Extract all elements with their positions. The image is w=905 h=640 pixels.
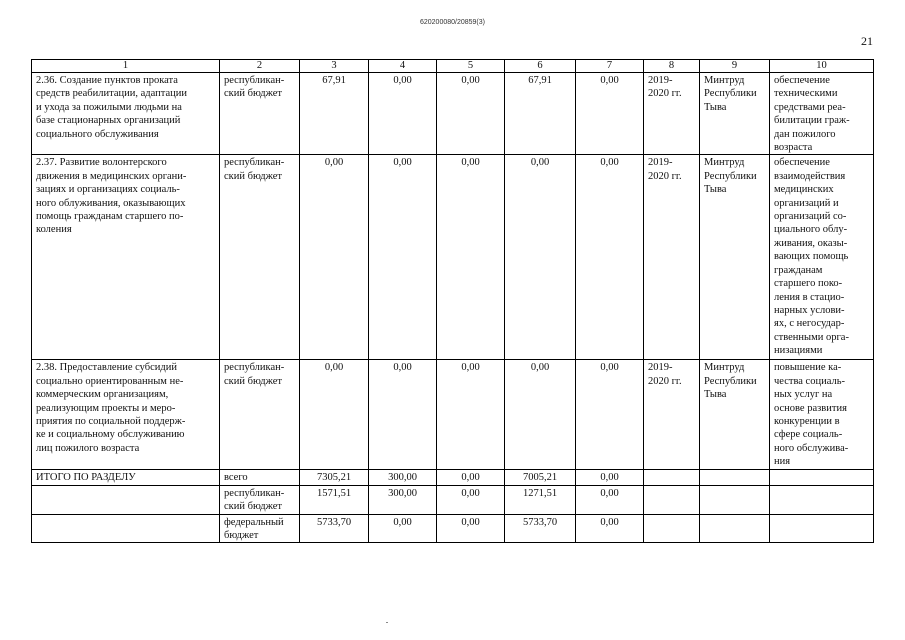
period-cell: 2019- 2020 гг.	[644, 155, 700, 360]
total-cell: 1571,51	[300, 485, 369, 514]
empty-cell	[32, 485, 220, 514]
year-value-cell: 0,00	[505, 155, 576, 360]
total-cell: 0,00	[300, 360, 369, 470]
year-value-cell: 0,00	[576, 73, 644, 155]
column-number: 1	[32, 60, 220, 73]
year-value-cell: 0,00	[437, 514, 505, 543]
year-value-cell: 0,00	[437, 155, 505, 360]
year-value-cell: 300,00	[369, 470, 437, 485]
executor-cell: Минтруд Республики Тыва	[700, 360, 770, 470]
budget-table	[31, 59, 874, 543]
column-number: 9	[700, 60, 770, 73]
totals-row	[32, 470, 874, 485]
document-header-code: 620200080/20859(3)	[419, 19, 485, 26]
period-cell: 2019- 2020 гг.	[644, 73, 700, 155]
empty-cell	[770, 514, 874, 543]
year-value-cell: 0,00	[437, 470, 505, 485]
funding-source-cell: федеральный бюджет	[220, 514, 300, 543]
table-row	[32, 155, 874, 360]
year-value-cell: 300,00	[369, 485, 437, 514]
result-cell: повышение ка- чества социаль- ных услуг на основе развития конкуренции в сфере социаль- ного обслужива- ния	[770, 360, 874, 470]
year-value-cell: 0,00	[369, 514, 437, 543]
funding-source-cell: всего	[220, 470, 300, 485]
column-number: 8	[644, 60, 700, 73]
total-cell: 67,91	[300, 73, 369, 155]
column-number: 7	[576, 60, 644, 73]
year-value-cell: 1271,51	[505, 485, 576, 514]
measure-cell: 2.36. Создание пунктов проката средств реабилитации, адаптации и ухода за пожилыми людьми на базе стационарных организаций социального обслуживания	[32, 73, 220, 155]
year-value-cell: 0,00	[576, 155, 644, 360]
funding-source-cell: республикан- ский бюджет	[220, 360, 300, 470]
empty-cell	[700, 514, 770, 543]
empty-cell	[700, 485, 770, 514]
funding-source-cell: республикан- ский бюджет	[220, 485, 300, 514]
year-value-cell: 0,00	[437, 485, 505, 514]
year-value-cell: 0,00	[437, 73, 505, 155]
result-cell: обеспечение техническими средствами реа- билитации граж- дан пожилого возраста	[770, 73, 874, 155]
year-value-cell: 0,00	[505, 360, 576, 470]
totals-label: ИТОГО ПО РАЗДЕЛУ	[32, 470, 220, 485]
empty-cell	[32, 514, 220, 543]
measure-cell: 2.37. Развитие волонтерского движения в медицинских органи- зациях и организациях социаль- ного облуживания, оказывающих помощь гражданам старшего по- коления	[32, 155, 220, 360]
scan-artifact	[386, 622, 388, 623]
year-value-cell: 0,00	[576, 485, 644, 514]
column-number: 3	[300, 60, 369, 73]
empty-cell	[770, 485, 874, 514]
year-value-cell: 0,00	[576, 470, 644, 485]
empty-cell	[644, 514, 700, 543]
funding-source-cell: республикан- ский бюджет	[220, 73, 300, 155]
result-cell: обеспечение взаимодействия медицинских организаций и организаций со- циального облу- живания, оказы- вающих помощь гражданам старшего поко- ления в стацио- нарных услови- ях, с негосудар- ственными орга- низациями	[770, 155, 874, 360]
table-row	[32, 360, 874, 470]
column-number: 6	[505, 60, 576, 73]
total-cell: 0,00	[300, 155, 369, 360]
total-cell: 5733,70	[300, 514, 369, 543]
year-value-cell: 0,00	[576, 360, 644, 470]
executor-cell: Минтруд Республики Тыва	[700, 73, 770, 155]
executor-cell: Минтруд Республики Тыва	[700, 155, 770, 360]
empty-cell	[644, 485, 700, 514]
totals-row	[32, 514, 874, 543]
column-number: 5	[437, 60, 505, 73]
empty-cell	[770, 470, 874, 485]
totals-row	[32, 485, 874, 514]
table-row	[32, 73, 874, 155]
year-value-cell: 0,00	[369, 360, 437, 470]
year-value-cell: 67,91	[505, 73, 576, 155]
column-number: 2	[220, 60, 300, 73]
year-value-cell: 7005,21	[505, 470, 576, 485]
column-number: 10	[770, 60, 874, 73]
empty-cell	[700, 470, 770, 485]
total-cell: 7305,21	[300, 470, 369, 485]
period-cell: 2019- 2020 гг.	[644, 360, 700, 470]
year-value-cell: 0,00	[369, 73, 437, 155]
column-number: 4	[369, 60, 437, 73]
column-number-row	[32, 60, 874, 73]
year-value-cell: 5733,70	[505, 514, 576, 543]
page-number: 21	[861, 34, 873, 48]
funding-source-cell: республикан- ский бюджет	[220, 155, 300, 360]
year-value-cell: 0,00	[437, 360, 505, 470]
empty-cell	[644, 470, 700, 485]
year-value-cell: 0,00	[369, 155, 437, 360]
year-value-cell: 0,00	[576, 514, 644, 543]
measure-cell: 2.38. Предоставление субсидий социально ориентированным не- коммерческим организациям, реализующим проекты и меро- приятия по социальной поддерж- ке и социальному обслуживанию лиц пожилого возраста	[32, 360, 220, 470]
